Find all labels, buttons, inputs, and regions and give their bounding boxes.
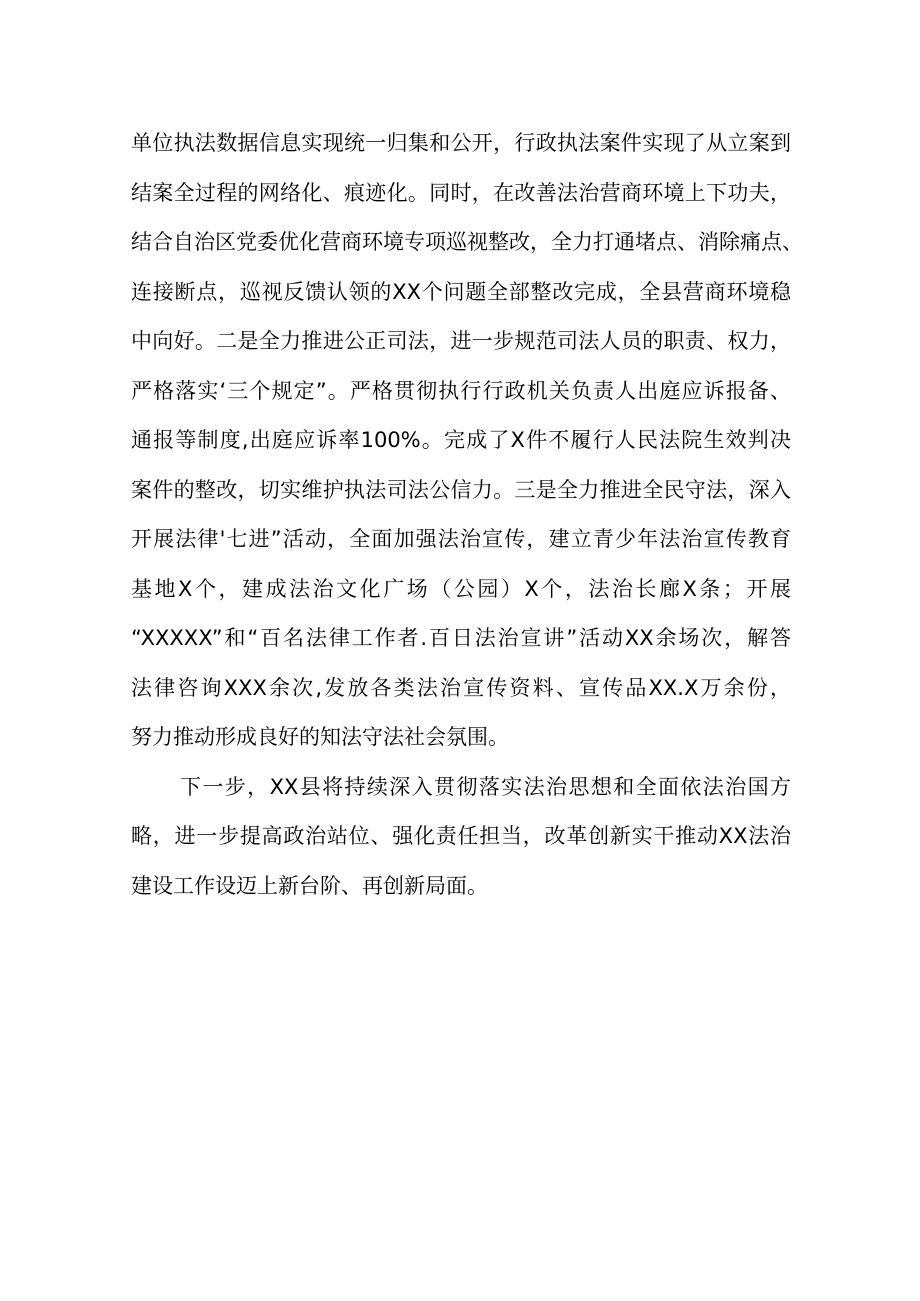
paragraph-line: 案件的整改，切实维护执法司法公信力。三是全力推进全民守法，深入 <box>131 478 791 502</box>
paragraph-line: 努力推动形成良好的知法守法社会氛围。 <box>131 725 509 749</box>
paragraph-line: 结案全过程的网络化、痕迹化。同时，在改善法治营商环境上下功夫， <box>131 181 791 205</box>
paragraph-line: 结合自治区党委优化营商环境专项巡视整改，全力打通堵点、消除痛点、 <box>131 230 803 254</box>
paragraph-line: 建设工作设迈上新台阶、再创新局面。 <box>131 874 488 898</box>
paragraph-line: 下一步，XX县将持续深入贯彻落实法治思想和全面依法治国方 <box>180 775 791 799</box>
paragraph-line: 开展法律'七进”活动，全面加强法治宣传，建立青少年法治宣传教育 <box>131 527 791 551</box>
paragraph-line: 单位执法数据信息实现统一归集和公开，行政执法案件实现了从立案到 <box>131 131 791 155</box>
paragraph-line: 略，进一步提高政治站位、强化责任担当，改革创新实干推动XX法治 <box>131 824 791 848</box>
paragraph-line: 法律咨询XXX余次,发放各类法治宣传资料、宣传品XX.X万余份， <box>131 676 791 700</box>
paragraph-line: 基地X个，建成法治文化广场（公园）X个，法治长廊X条；开展 <box>131 577 791 601</box>
paragraph-line: “XXXXX”和“百名法律工作者.百日法治宣讲”活动XX余场次，解答 <box>131 626 791 650</box>
paragraph-line: 通报等制度,出庭应诉率100%。完成了X件不履行人民法院生效判决 <box>131 428 791 452</box>
paragraph-line: 严格落实‘三个规定”。严格贯彻执行行政机关负责人出庭应诉报备、 <box>131 379 791 403</box>
paragraph-line: 中向好。二是全力推进公正司法，进一步规范司法人员的职责、权力， <box>131 329 791 353</box>
paragraph-line: 连接断点，巡视反馈认领的XX个问题全部整改完成，全县营商环境稳 <box>131 280 791 304</box>
